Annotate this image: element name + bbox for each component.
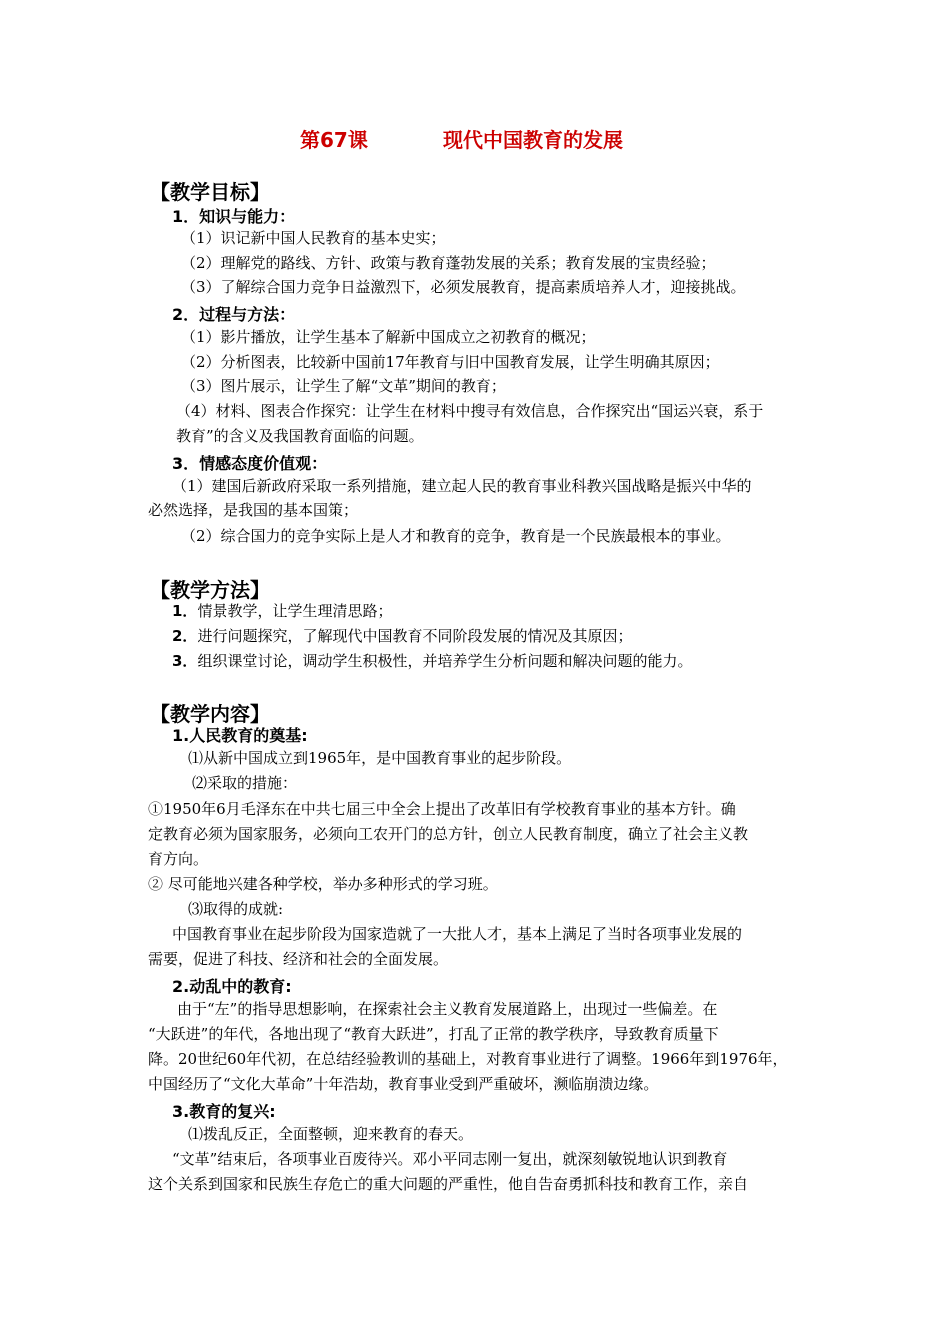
lesson-number: 第67课 <box>300 128 368 152</box>
values-item: 必然选择，是我国的基本国策； <box>148 501 359 519</box>
values-item: （2）综合国力的竞争实际上是人才和教育的竞争，教育是一个民族最根本的事业。 <box>181 527 731 545</box>
section3-line: 这个关系到国家和民族生存危亡的重大问题的严重性，他自告奋勇抓科技和教育工作，亲自 <box>148 1175 749 1193</box>
process-item: （2）分析图表，比较新中国前17年教育与旧中国教育发展，让学生明确其原因； <box>181 353 720 371</box>
section2-line: 中国经历了“文化大革命”十年浩劫，教育事业受到严重破坏，濒临崩溃边缘。 <box>148 1075 659 1093</box>
method-text: 进行问题探究，了解现代中国教育不同阶段发展的情况及其原因； <box>197 627 633 645</box>
knowledge-item: （3）了解综合国力竞争日益激烈下，必须发展教育，提高素质培养人才，迎接挑战。 <box>181 278 746 296</box>
method-item <box>172 626 632 646</box>
method-number: 2． <box>172 627 198 645</box>
values-heading: 3．情感态度价值观： <box>172 454 328 473</box>
values-item: （1）建国后新政府采取一系列措施，建立起人民的教育事业科教兴国战略是振兴中华的 <box>172 477 752 495</box>
section2-line: 降。20世纪60年代初，在总结经验教训的基础上，对教育事业进行了调整。1966年到1976年， <box>148 1050 788 1068</box>
process-item: （1）影片播放，让学生基本了解新中国成立之初教育的概况； <box>181 328 596 346</box>
section1-line: 定教育必须为国家服务，必须向工农开门的总方针，创立人民教育制度，确立了社会主义教 <box>148 825 749 843</box>
section1-line: 需要，促进了科技、经济和社会的全面发展。 <box>148 950 449 968</box>
process-item: 教育”的含义及我国教育面临的问题。 <box>176 427 424 445</box>
goals-heading: 【教学目标】 <box>150 180 270 204</box>
method-item <box>172 651 692 671</box>
section2-line: “大跃进”的年代，各地出现了“教育大跃进”，打乱了正常的教学秩序，导致教育质量下 <box>148 1025 719 1043</box>
section1-heading: 1.人民教育的奠基: <box>172 726 308 745</box>
knowledge-item: （2）理解党的路线、方针、政策与教育蓬勃发展的关系；教育发展的宝贵经验； <box>181 254 716 272</box>
content-heading: 【教学内容】 <box>150 702 270 726</box>
method-number: 1． <box>172 602 198 620</box>
section1-line: ⑶取得的成就: <box>188 900 284 918</box>
section1-line: ①1950年6月毛泽东在中共七届三中全会上提出了改革旧有学校教育事业的基本方针。确 <box>148 800 736 818</box>
section2-line: 由于“左”的指导思想影响，在探索社会主义教育发展道路上，出现过一些偏差。在 <box>177 1000 718 1018</box>
knowledge-item: （1）识记新中国人民教育的基本史实； <box>181 229 446 247</box>
section1-line: 育方向。 <box>148 850 209 868</box>
process-item: （3）图片展示，让学生了解“文革”期间的教育； <box>181 377 506 395</box>
section1-line: 中国教育事业在起步阶段为国家造就了一大批人才，基本上满足了当时各项事业发展的 <box>172 925 743 943</box>
section1-line: ⑴从新中国成立到1965年，是中国教育事业的起步阶段。 <box>188 749 572 767</box>
method-text: 组织课堂讨论，调动学生积极性，并培养学生分析问题和解决问题的能力。 <box>197 652 693 670</box>
method-number: 3． <box>172 652 198 670</box>
section3-heading: 3.教育的复兴: <box>172 1102 276 1121</box>
process-item: （4）材料、图表合作探究：让学生在材料中搜寻有效信息，合作探究出“国运兴衰，系于 <box>176 402 764 420</box>
section3-line: ⑴拨乱反正，全面整顿，迎来教育的春天。 <box>188 1125 474 1143</box>
section1-line: ② 尽可能地兴建各种学校，举办多种形式的学习班。 <box>148 875 498 893</box>
section1-line: ⑵采取的措施： <box>192 774 298 792</box>
knowledge-heading: 1．知识与能力： <box>172 207 296 226</box>
method-text: 情景教学，让学生理清思路； <box>197 602 393 620</box>
method-item <box>172 601 392 621</box>
section3-line: “文革”结束后，各项事业百废待兴。邓小平同志刚一复出，就深刻敏锐地认识到教育 <box>172 1150 728 1168</box>
methods-heading: 【教学方法】 <box>150 578 270 602</box>
process-heading: 2．过程与方法： <box>172 305 296 324</box>
section2-heading: 2.动乱中的教育: <box>172 977 292 996</box>
lesson-title: 现代中国教育的发展 <box>443 128 623 152</box>
